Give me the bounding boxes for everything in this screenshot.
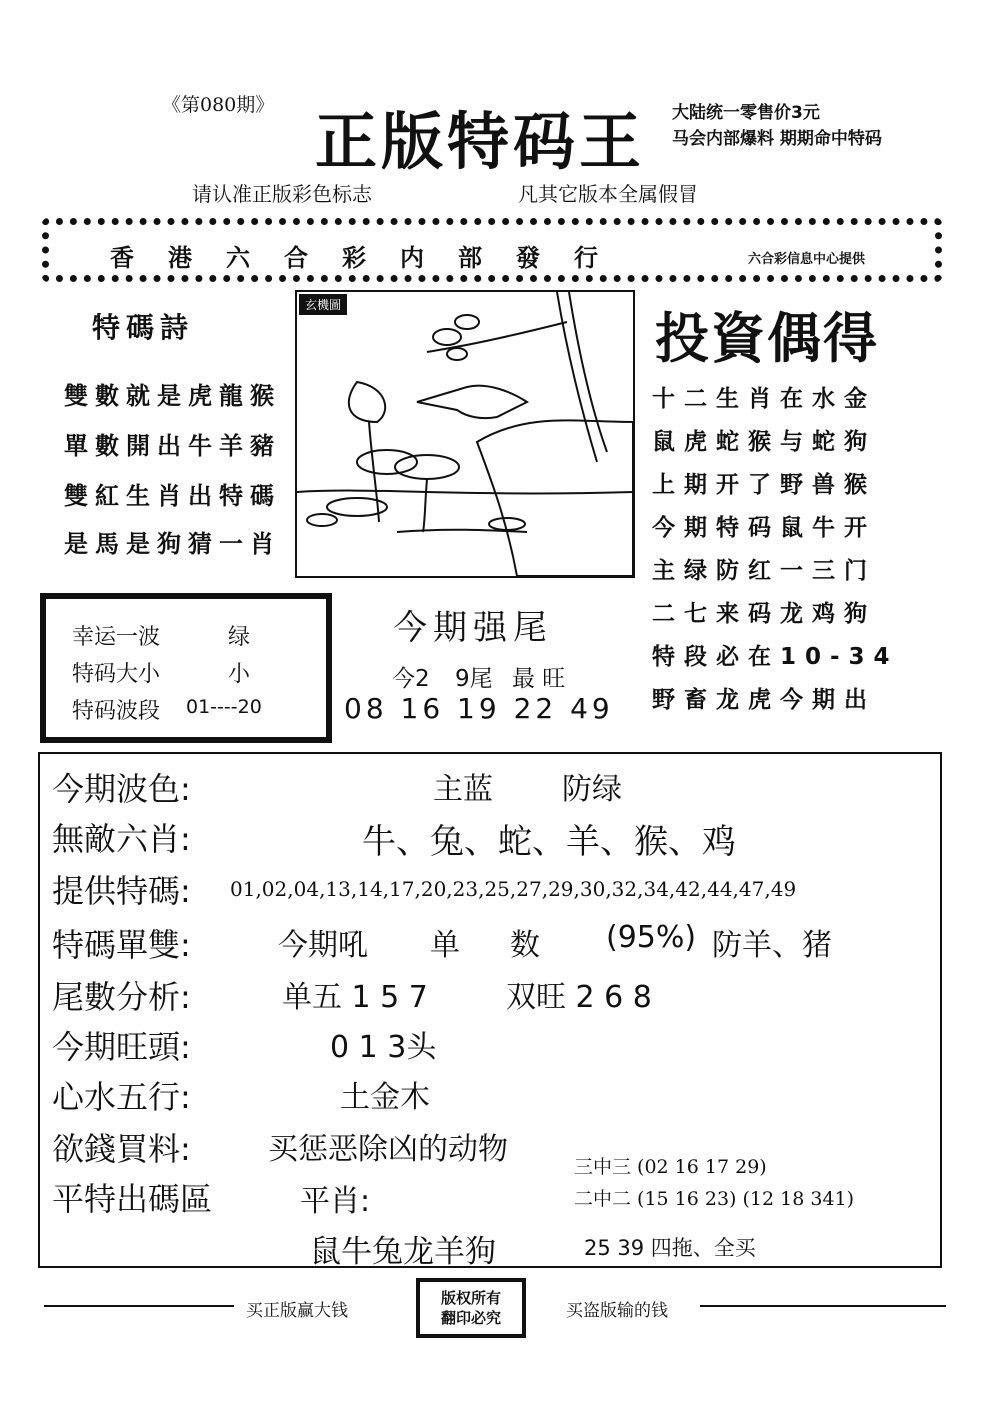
footer-left-slogan: 买正版赢大钱 <box>246 1301 348 1321</box>
invest-line: 鼠虎蛇猴与蛇狗 <box>652 429 876 455</box>
odd-even-prefix: 今期吼 <box>278 928 368 963</box>
copyright-line-1: 版权所有 <box>440 1289 501 1307</box>
banner-credit: 六合彩信息中心提供 <box>748 252 866 267</box>
picture-badge: 玄機圖 <box>299 294 347 315</box>
tail-single: 单五 1 5 7 <box>282 980 428 1015</box>
three-hit-three: 三中三 (02 16 17 29) <box>574 1156 767 1178</box>
poem-line: 單數開出牛羊豬 <box>64 432 281 460</box>
strong-tail-sub-tail: 9尾 <box>455 666 493 692</box>
kingfisher-lotus-illustration <box>297 292 633 576</box>
strong-tail-sub-suffix: 最 旺 <box>512 666 566 692</box>
poem-line: 雙數就是虎龍猴 <box>64 382 281 410</box>
copyright-box <box>416 1278 526 1338</box>
strong-tail-sub-prefix: 今2 <box>392 666 430 692</box>
odd-even-guard: 防羊、猪 <box>712 928 832 963</box>
footer-divider-left <box>44 1305 234 1307</box>
invest-line: 上期开了野兽猴 <box>652 472 876 498</box>
odd-even-label: 特碼單雙: <box>52 926 191 964</box>
invest-line: 今期特码鼠牛开 <box>652 515 876 541</box>
copyright-line-2: 翻印必究 <box>440 1309 501 1327</box>
invest-line: 特段必在10-34 <box>652 644 899 670</box>
flat-zodiac-label: 平肖: <box>300 1184 371 1219</box>
page-title: 正版特码王 <box>315 105 646 178</box>
price-line: 大陆统一零售价3元 <box>672 103 820 123</box>
poem-title: 特碼詩 <box>92 311 195 344</box>
invest-line: 十二生肖在水金 <box>652 386 876 412</box>
zodiac-label: 無敵六肖: <box>52 820 191 858</box>
two-hit-two: 二中二 (15 16 23) (12 18 341) <box>574 1188 855 1210</box>
hot-head-value: 0 1 3头 <box>330 1030 437 1065</box>
special-code-label: 提供特碼: <box>52 872 191 910</box>
hot-head-label: 今期旺頭: <box>52 1028 191 1066</box>
strong-tail-numbers: 08 16 19 22 49 <box>344 692 614 725</box>
wave-color-label: 今期波色: <box>52 770 191 808</box>
special-code-value: 01,02,04,13,14,17,20,23,25,27,29,30,32,34,42,44,47,49 <box>230 877 797 901</box>
wave-color-alt: 防绿 <box>562 772 622 807</box>
buy-tip-value: 买惩恶除凶的动物 <box>268 1132 508 1167</box>
banner-text: 香港六合彩内部發行 <box>110 244 632 272</box>
tail-double: 双旺 2 6 8 <box>506 980 652 1015</box>
footer-right-slogan: 买盗版输的钱 <box>566 1301 668 1321</box>
buy-tip-label: 欲錢買料: <box>52 1130 191 1168</box>
illustration-frame <box>295 290 635 578</box>
tail-analysis-label: 尾數分析: <box>52 978 191 1016</box>
invest-title: 投資偶得 <box>655 307 879 370</box>
lucky-wave-label: 幸运一波 <box>72 625 161 650</box>
flat-zone-label: 平特出碼區 <box>52 1180 213 1218</box>
issue-number: 《第080期》 <box>162 94 275 116</box>
five-elements-value: 土金木 <box>340 1080 430 1115</box>
odd-even-a: 单 <box>430 928 460 963</box>
five-elements-label: 心水五行: <box>52 1078 191 1116</box>
lucky-range-label: 特码波段 <box>72 699 161 724</box>
tagline: 马会内部爆料 期期命中特码 <box>672 129 882 149</box>
wave-color-main: 主蓝 <box>433 772 493 807</box>
odd-even-b: 数 <box>510 928 540 963</box>
lucky-range-value: 01----20 <box>186 696 262 718</box>
lucky-size-label: 特码大小 <box>72 662 161 687</box>
combo-tip: 25 39 四拖、全买 <box>584 1236 756 1260</box>
footer-divider-right <box>700 1305 946 1307</box>
flat-animals: 鼠牛兔龙羊狗 <box>310 1234 496 1270</box>
warning-left: 请认准正版彩色标志 <box>192 182 372 206</box>
lucky-wave-value: 绿 <box>228 625 251 650</box>
strong-tail-title: 今期强尾 <box>393 608 553 648</box>
invest-line: 二七来码龙鸡狗 <box>652 601 876 627</box>
zodiac-value: 牛、兔、蛇、羊、猴、鸡 <box>362 822 736 862</box>
poem-line: 雙紅生肖出特碼 <box>64 482 281 510</box>
lucky-size-value: 小 <box>228 662 251 687</box>
poem-line: 是馬是狗猜一肖 <box>64 530 281 558</box>
invest-line: 野畜龙虎今期出 <box>652 687 876 713</box>
invest-line: 主绿防红一三门 <box>652 558 876 584</box>
warning-right: 凡其它版本全属假冒 <box>518 182 698 206</box>
odd-even-pct: (95%) <box>606 920 697 955</box>
